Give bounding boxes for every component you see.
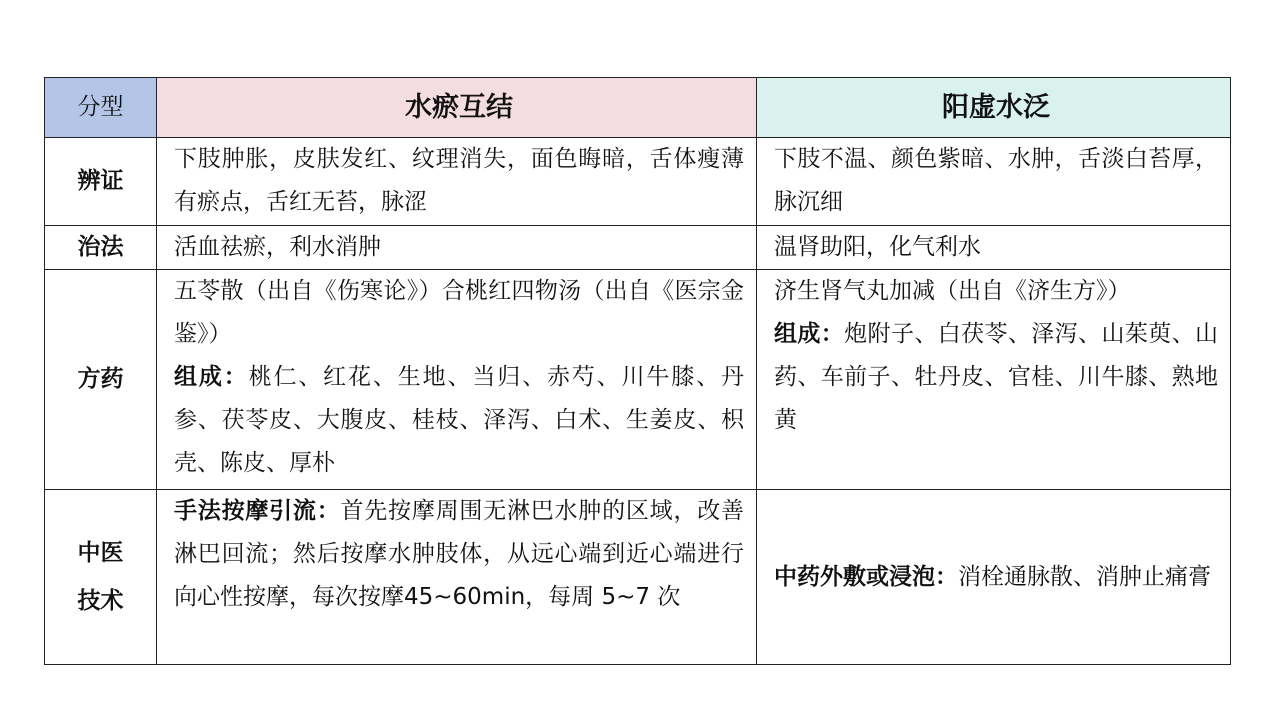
header-row: [45, 78, 1231, 138]
row-label-fangyao: 方药: [45, 270, 157, 490]
header-yangxu-cell: 阳虚水泛: [757, 78, 1231, 138]
row-bianzheng: [45, 138, 1231, 226]
technique-text: 首先按摩周围无淋巴水肿的区域，改善淋巴回流；然后按摩水肿肢体，从远心端到近心端进行向心性按摩，每次按摩45~60min，每周 5~7 次: [174, 498, 745, 610]
row-label-jishu: [45, 490, 157, 665]
cell-bianzheng-yangxu: 下肢不温、颜色紫暗、水肿，舌淡白苔厚，脉沉细: [757, 138, 1231, 226]
row-label-bianzheng: 辨证: [45, 138, 157, 226]
technique-title: 中药外敷或浸泡：: [774, 563, 958, 590]
cell-jishu-shuiyu: [157, 490, 757, 665]
cell-fangyao-yangxu: [757, 270, 1231, 490]
row-jishu: [45, 490, 1231, 665]
cell-zhifa-shuiyu: 活血祛瘀，利水消肿: [157, 226, 757, 270]
composition-label: 组成：: [774, 321, 845, 347]
row-fangyao: [45, 270, 1231, 490]
cell-fangyao-shuiyu: [157, 270, 757, 490]
composition-text: 桃仁、红花、生地、当归、赤芍、川牛膝、丹参、茯苓皮、大腹皮、桂枝、泽泻、白术、生姜皮、枳壳、陈皮、厚朴: [174, 364, 745, 476]
composition-text: 炮附子、白茯苓、泽泻、山茱萸、山药、车前子、牡丹皮、官桂、川牛膝、熟地黄: [774, 321, 1219, 433]
cell-jishu-yangxu: [757, 490, 1231, 665]
formula-text: 济生肾气丸加减（出自《济生方》）: [774, 278, 1131, 304]
comparison-table: [44, 77, 1231, 665]
technique-title: 手法按摩引流：: [174, 498, 341, 524]
row-label-line: 技术: [77, 588, 124, 614]
row-label-line: 中医: [77, 540, 124, 566]
header-shuiyu-cell: 水瘀互结: [157, 78, 757, 138]
row-label-zhifa: 治法: [45, 226, 157, 270]
formula-text: 五苓散（出自《伤寒论》）合桃红四物汤（出自《医宗金鉴》）: [174, 278, 744, 347]
cell-bianzheng-shuiyu: 下肢肿胀，皮肤发红、纹理消失，面色晦暗，舌体瘦薄有瘀点，舌红无苔，脉涩: [157, 138, 757, 226]
composition-label: 组成：: [174, 364, 249, 390]
cell-zhifa-yangxu: 温肾助阳，化气利水: [757, 226, 1231, 270]
header-corner-cell: 分型: [45, 78, 157, 138]
row-zhifa: [45, 226, 1231, 270]
technique-text: 消栓通脉散、消肿止痛膏: [958, 563, 1211, 590]
